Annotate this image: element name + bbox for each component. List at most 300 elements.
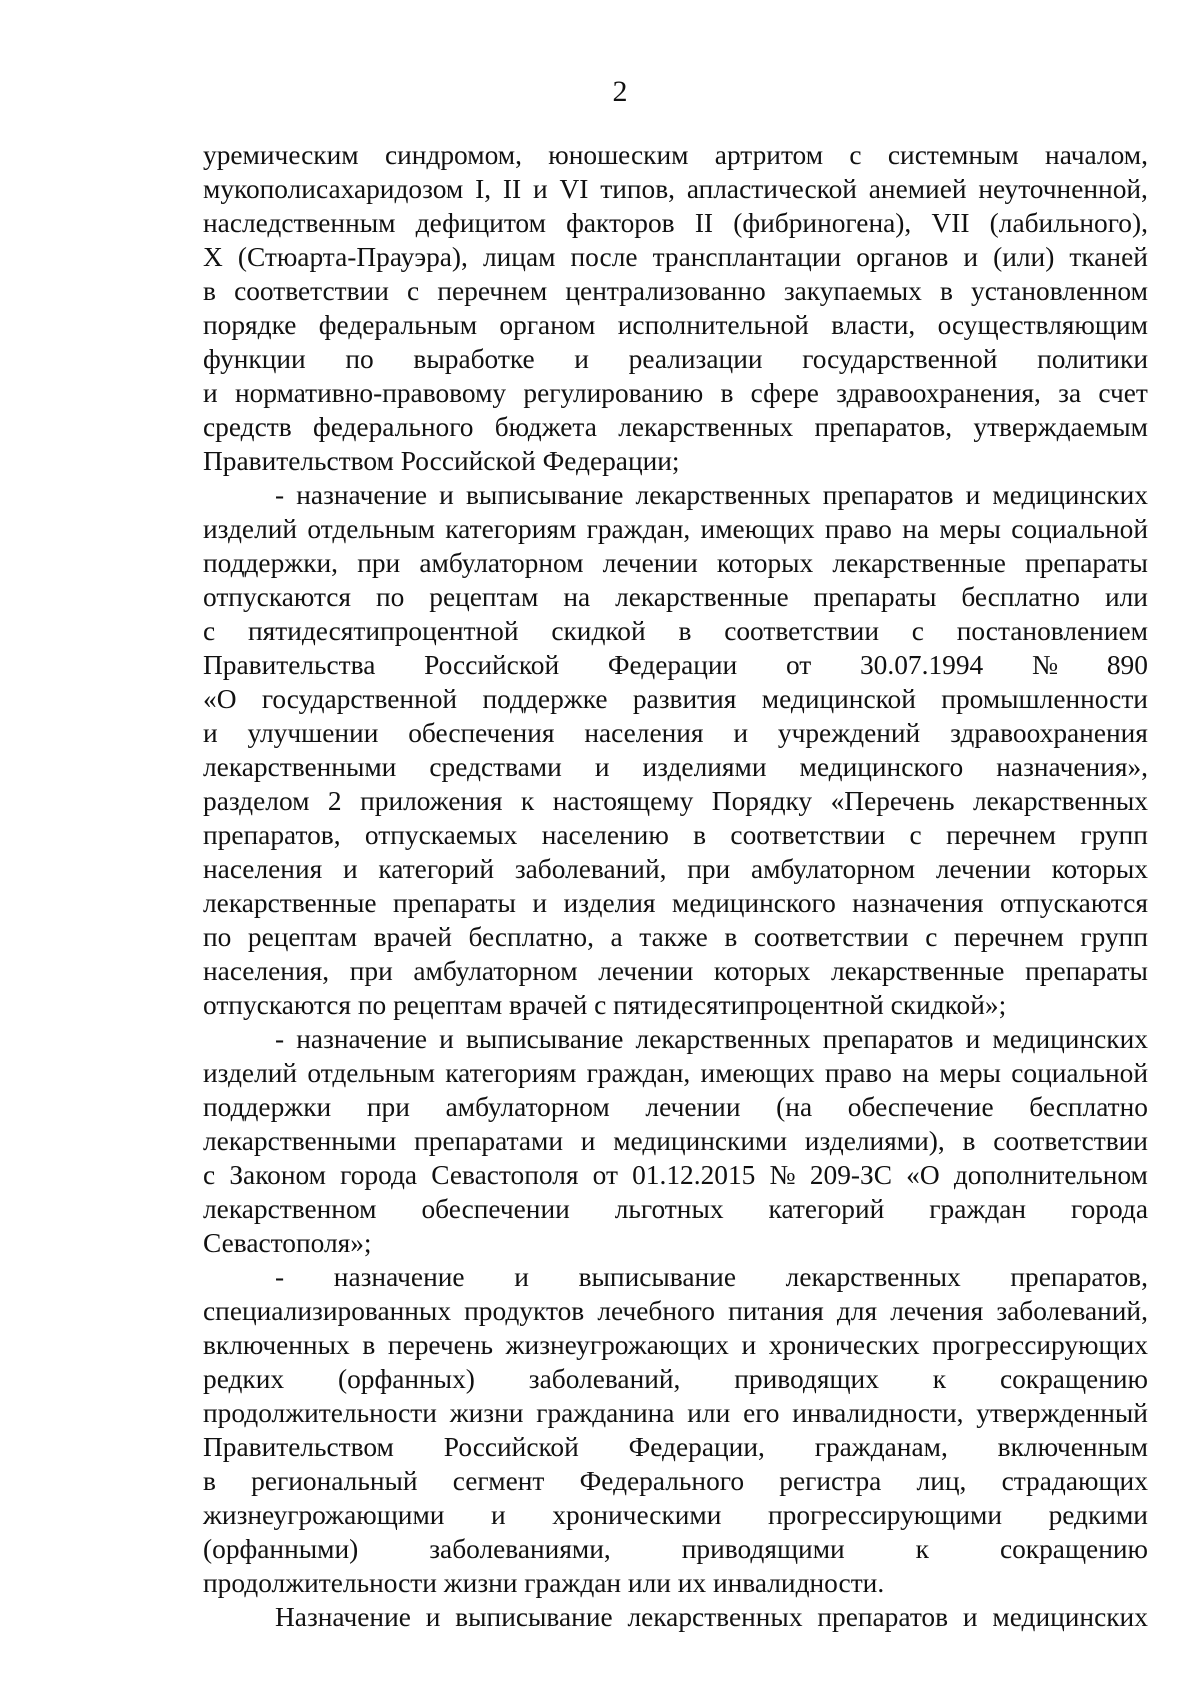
- word: улучшении: [247, 718, 379, 748]
- text-line: [203, 614, 1148, 648]
- word: выписывание: [578, 1262, 736, 1292]
- word: органом: [499, 310, 596, 340]
- word: граждан,: [586, 514, 691, 544]
- word: (на: [776, 1092, 813, 1122]
- text-line: Правительством Российской Федерации;: [203, 446, 680, 476]
- word: по: [203, 922, 232, 952]
- word: заболеваний,: [514, 854, 667, 884]
- word: с: [203, 1160, 216, 1190]
- word: учреждений: [777, 718, 921, 748]
- word: разделом: [203, 786, 310, 816]
- word: групп: [1080, 820, 1148, 850]
- word: меры: [939, 1058, 1001, 1088]
- word: Российской: [443, 1432, 579, 1462]
- word: рецептам: [247, 922, 358, 952]
- word: выписывание: [465, 1024, 624, 1054]
- word: поддержки: [203, 1092, 332, 1122]
- word: в: [720, 378, 734, 408]
- word: населения,: [203, 956, 330, 986]
- word: II: [694, 208, 714, 238]
- word: перечнем: [946, 820, 1056, 850]
- word: право: [824, 514, 892, 544]
- word: лечении: [602, 548, 698, 578]
- word: осуществляющим: [937, 310, 1148, 340]
- text-line: [203, 886, 1148, 920]
- word: жизни: [449, 1398, 524, 1428]
- word: и: [425, 1602, 441, 1632]
- text-line: [203, 1260, 1148, 1294]
- word: регистра: [779, 1466, 882, 1496]
- word: закупаемых: [783, 276, 922, 306]
- word: Федерации: [607, 650, 738, 680]
- word: соответствии: [724, 616, 879, 646]
- word: и: [733, 718, 749, 748]
- text-line: [203, 682, 1148, 716]
- word: и: [342, 854, 358, 884]
- text-line: [203, 1430, 1148, 1464]
- word: отпускаются: [203, 582, 352, 612]
- word: лекарственных: [785, 1262, 961, 1292]
- word: в: [203, 1466, 216, 1496]
- text-line: Севастополя»;: [203, 1228, 372, 1258]
- word: -: [275, 1024, 285, 1054]
- word: и: [439, 1024, 454, 1054]
- word: в: [362, 1330, 376, 1360]
- word: промышленности: [941, 684, 1148, 714]
- word: изделий: [203, 514, 298, 544]
- text-line: [203, 138, 1148, 172]
- text-line: [203, 784, 1148, 818]
- word: для: [836, 1296, 878, 1326]
- word: соответствии: [753, 922, 909, 952]
- word: политики: [1037, 344, 1148, 374]
- word: изделий: [203, 1058, 298, 1088]
- word: с: [407, 276, 420, 306]
- word: за: [1058, 378, 1082, 408]
- word: редких: [203, 1364, 285, 1394]
- word: (Стюарта-Прауэра),: [237, 242, 468, 272]
- word: Порядку: [711, 786, 813, 816]
- word: льготных: [614, 1194, 724, 1224]
- word: медицинских: [992, 1024, 1148, 1054]
- word: лекарственном: [203, 1194, 377, 1224]
- word: наследственным: [203, 208, 396, 238]
- word: системным: [887, 140, 1019, 170]
- word: категориям: [445, 1058, 577, 1088]
- word: юношеским: [548, 140, 689, 170]
- word: на: [902, 514, 930, 544]
- word: и: [203, 378, 218, 408]
- text-line: [203, 376, 1148, 410]
- text-line: [203, 1090, 1148, 1124]
- word: групп: [1080, 922, 1148, 952]
- word: препаратов,: [814, 412, 953, 442]
- word: назначения»,: [996, 752, 1148, 782]
- word: и: [741, 1330, 757, 1360]
- word: государственной: [802, 344, 998, 374]
- word: по: [345, 344, 374, 374]
- word: утвержденный: [976, 1398, 1148, 1428]
- word: II: [502, 174, 522, 204]
- word: медицинского: [672, 888, 836, 918]
- word: бесплатно,: [468, 922, 594, 952]
- word: прогрессирующими: [767, 1500, 1002, 1530]
- document-body: [203, 138, 1148, 1634]
- word: препараты: [393, 888, 516, 918]
- text-line: [203, 1464, 1148, 1498]
- word: соответствии: [730, 820, 886, 850]
- word: (или): [993, 242, 1055, 272]
- word: обеспечения: [408, 718, 555, 748]
- word: категорий: [378, 854, 495, 884]
- word: и: [574, 344, 589, 374]
- word: города: [1071, 1194, 1148, 1224]
- word: лекарственными: [203, 752, 397, 782]
- word: лечебного: [597, 1296, 715, 1326]
- text-line: [203, 308, 1148, 342]
- word: здравоохранения,: [836, 378, 1041, 408]
- word: жизнеугрожающих: [505, 1330, 729, 1360]
- word: дополнительном: [953, 1160, 1148, 1190]
- word: медицинских: [992, 1602, 1148, 1632]
- word: заболеваниями,: [429, 1534, 611, 1564]
- word: с: [203, 616, 216, 646]
- word: сокращению: [999, 1364, 1148, 1394]
- word: лекарственных: [618, 412, 794, 442]
- word: власти,: [831, 310, 916, 340]
- text-line: [203, 648, 1148, 682]
- text-line: [203, 818, 1148, 852]
- word: назначение: [296, 1024, 428, 1054]
- text-line: продолжительности жизни граждан или их инвалидности.: [203, 1568, 885, 1598]
- word: по: [375, 582, 405, 612]
- text-line: [203, 410, 1148, 444]
- text-line: [203, 580, 1148, 614]
- word: врачей: [373, 922, 452, 952]
- word: Севастополя: [431, 1160, 579, 1190]
- word: препараты: [1025, 548, 1148, 578]
- word: медицинского: [799, 752, 964, 782]
- text-line: [203, 1362, 1148, 1396]
- word: регулированию: [523, 378, 704, 408]
- word: лекарственные: [830, 956, 1005, 986]
- word: перечнем: [953, 922, 1064, 952]
- word: X: [203, 242, 223, 272]
- word: соответствии: [993, 1126, 1148, 1156]
- word: выработке: [413, 344, 535, 374]
- word: Законом: [229, 1160, 326, 1190]
- text-line: [203, 1022, 1148, 1056]
- word: включенным: [997, 1432, 1148, 1462]
- text-line: [203, 954, 1148, 988]
- text-line: [203, 1396, 1148, 1430]
- text-line: [203, 716, 1148, 750]
- word: препаратов: [817, 1602, 949, 1632]
- word: дефицитом: [415, 208, 546, 238]
- word: а: [610, 922, 623, 952]
- text-line: [203, 750, 1148, 784]
- word: амбулаторном: [750, 854, 916, 884]
- word: региональный: [251, 1466, 418, 1496]
- word: назначение: [296, 480, 428, 510]
- word: поддержки,: [203, 548, 339, 578]
- word: Российской: [424, 650, 560, 680]
- word: инвалидности,: [792, 1398, 964, 1428]
- text-line: [203, 1328, 1148, 1362]
- word: сегмент: [452, 1466, 545, 1496]
- word: амбулаторном: [419, 548, 584, 578]
- word: централизованно: [565, 276, 766, 306]
- word: счет: [1098, 378, 1148, 408]
- word: его: [743, 1398, 780, 1428]
- word: в: [962, 1126, 976, 1156]
- word: в: [939, 276, 953, 306]
- word: заболеваний,: [996, 1296, 1148, 1326]
- word: к: [915, 1534, 929, 1564]
- word: изделиями),: [804, 1126, 945, 1156]
- word: при: [366, 1092, 410, 1122]
- word: гражданам,: [814, 1432, 948, 1462]
- word: также: [639, 922, 708, 952]
- word: хронических: [768, 1330, 920, 1360]
- word: №: [769, 1160, 796, 1190]
- word: соответствии: [234, 276, 389, 306]
- word: и: [963, 242, 979, 272]
- text-line: [203, 920, 1148, 954]
- word: после: [570, 242, 638, 272]
- word: и: [965, 480, 981, 510]
- word: города: [340, 1160, 418, 1190]
- word: федерального: [312, 412, 474, 442]
- word: лекарственные: [615, 582, 789, 612]
- word: меры: [939, 514, 1001, 544]
- text-line: [203, 1498, 1148, 1532]
- word: органов: [856, 242, 949, 272]
- word: трансплантации: [652, 242, 842, 272]
- word: право: [824, 1058, 892, 1088]
- word: Правительством: [203, 1432, 394, 1462]
- word: препаратов: [822, 1024, 954, 1054]
- word: продуктов: [464, 1296, 585, 1326]
- text-line: [203, 274, 1148, 308]
- text-line: отпускаются по рецептам врачей с пятидесятипроцентной скидкой»;: [203, 990, 1007, 1020]
- word: препаратов: [822, 480, 954, 510]
- word: и: [439, 480, 454, 510]
- word: перечнем: [437, 276, 548, 306]
- word: с: [909, 820, 922, 850]
- word: отпускаемых: [364, 820, 518, 850]
- word: которых: [716, 548, 814, 578]
- word: обеспечение: [847, 1092, 994, 1122]
- text-line: [203, 1192, 1148, 1226]
- word: медицинскими: [613, 1126, 788, 1156]
- word: неуточненной,: [978, 174, 1148, 204]
- word: страдающих: [1001, 1466, 1148, 1496]
- word: исполнительной: [617, 310, 809, 340]
- word: на: [563, 582, 591, 612]
- word: препаратов,: [1010, 1262, 1148, 1292]
- text-line: [203, 546, 1148, 580]
- word: гражданина: [536, 1398, 675, 1428]
- word: выписывание: [465, 480, 624, 510]
- word: выписывание: [455, 1602, 613, 1632]
- word: (фибриногена),: [733, 208, 912, 238]
- word: Федерации,: [628, 1432, 765, 1462]
- word: социальной: [1011, 514, 1148, 544]
- word: лиц,: [916, 1466, 967, 1496]
- word: и: [203, 718, 218, 748]
- word: категорий: [768, 1194, 885, 1224]
- word: с: [925, 922, 938, 952]
- word: -: [275, 1262, 285, 1292]
- word: отдельным: [307, 514, 435, 544]
- word: препараты: [1025, 956, 1148, 986]
- word: лечении: [598, 956, 694, 986]
- word: реализации: [628, 344, 763, 374]
- word: Правительства: [203, 650, 376, 680]
- word: питания: [728, 1296, 824, 1326]
- word: препараты: [813, 582, 937, 612]
- word: и: [594, 752, 610, 782]
- word: VI: [559, 174, 589, 204]
- word: жизнеугрожающими: [203, 1500, 445, 1530]
- word: и: [491, 1500, 506, 1530]
- word: обеспечении: [421, 1194, 570, 1224]
- word: Назначение: [275, 1602, 411, 1632]
- word: «Перечень: [830, 786, 955, 816]
- text-line: [203, 512, 1148, 546]
- text-line: [203, 206, 1148, 240]
- word: или: [687, 1398, 731, 1428]
- word: установленном: [971, 276, 1148, 306]
- text-line: [203, 852, 1148, 886]
- text-line: [203, 342, 1148, 376]
- word: социальной: [1011, 1058, 1148, 1088]
- word: препаратов,: [203, 820, 341, 850]
- page-number: 2: [612, 75, 628, 108]
- word: медицинской: [761, 684, 916, 714]
- word: в: [203, 276, 216, 306]
- word: с: [911, 616, 924, 646]
- text-line: [203, 1294, 1148, 1328]
- word: которых: [1051, 854, 1148, 884]
- word: имеющих: [700, 1058, 815, 1088]
- word: назначения: [852, 888, 984, 918]
- word: I,: [475, 174, 492, 204]
- word: факторов: [566, 208, 675, 238]
- word: лечения: [890, 1296, 984, 1326]
- word: категориям: [445, 514, 577, 544]
- word: и: [580, 1126, 596, 1156]
- word: приводящими: [681, 1534, 845, 1564]
- word: амбулаторном: [413, 956, 578, 986]
- word: изделиями: [642, 752, 767, 782]
- word: изделия: [563, 888, 656, 918]
- word: в: [724, 922, 738, 952]
- word: «О: [906, 1160, 940, 1190]
- word: VII: [931, 208, 970, 238]
- word: отдельным: [307, 1058, 435, 1088]
- word: «О: [203, 684, 237, 714]
- word: населения: [584, 718, 704, 748]
- word: бюджета: [494, 412, 597, 442]
- text-line: [203, 1600, 1148, 1634]
- word: мукополисахаридозом: [203, 174, 464, 204]
- word: лекарственные: [203, 888, 377, 918]
- text-line: [203, 172, 1148, 206]
- word: лекарственных: [635, 1024, 811, 1054]
- word: развития: [632, 684, 737, 714]
- word: артритом: [714, 140, 824, 170]
- word: настоящему: [552, 786, 694, 816]
- word: лекарственными: [203, 1126, 397, 1156]
- word: специализированных: [203, 1296, 452, 1326]
- word: апластической: [686, 174, 857, 204]
- word: нормативно-правовому: [234, 378, 507, 408]
- word: порядке: [203, 310, 297, 340]
- word: (орфанными): [203, 1534, 359, 1564]
- word: отпускаются: [999, 888, 1148, 918]
- word: 890: [1106, 650, 1148, 680]
- word: государственной: [261, 684, 458, 714]
- word: при: [357, 548, 401, 578]
- word: Федерального: [579, 1466, 745, 1496]
- word: включенных: [203, 1330, 350, 1360]
- word: редкими: [1048, 1500, 1148, 1530]
- word: заболеваний,: [528, 1364, 681, 1394]
- word: приводящих: [734, 1364, 879, 1394]
- word: в: [678, 616, 692, 646]
- word: к: [932, 1364, 947, 1394]
- text-line: [203, 1158, 1148, 1192]
- word: и: [532, 888, 548, 918]
- word: утверждаемым: [973, 412, 1148, 442]
- word: лекарственных: [635, 480, 811, 510]
- word: и: [965, 1024, 981, 1054]
- word: (лабильного),: [989, 208, 1148, 238]
- text-line: [203, 1124, 1148, 1158]
- word: здравоохранения: [950, 718, 1148, 748]
- word: лекарственных: [972, 786, 1148, 816]
- word: сфере: [750, 378, 819, 408]
- word: №: [1031, 650, 1059, 680]
- word: хроническими: [552, 1500, 722, 1530]
- word: медицинских: [992, 480, 1148, 510]
- word: продолжительности: [203, 1398, 437, 1428]
- word: бесплатно: [961, 582, 1080, 612]
- word: от: [592, 1160, 618, 1190]
- word: которых: [713, 956, 811, 986]
- word: и: [514, 1262, 529, 1292]
- word: имеющих: [700, 514, 815, 544]
- word: лицам: [482, 242, 556, 272]
- word: скидкой: [551, 616, 646, 646]
- word: при: [349, 956, 393, 986]
- word: поддержке: [482, 684, 608, 714]
- word: к: [520, 786, 535, 816]
- word: лекарственные: [832, 548, 1006, 578]
- word: началом,: [1045, 140, 1148, 170]
- word: типов,: [600, 174, 675, 204]
- word: рецептам: [429, 582, 539, 612]
- word: -: [275, 480, 285, 510]
- word: приложения: [360, 786, 503, 816]
- word: населения: [203, 854, 323, 884]
- word: 209-ЗС: [809, 1160, 893, 1190]
- word: на: [902, 1058, 930, 1088]
- word: (орфанных): [337, 1364, 475, 1394]
- word: 01.12.2015: [632, 1160, 756, 1190]
